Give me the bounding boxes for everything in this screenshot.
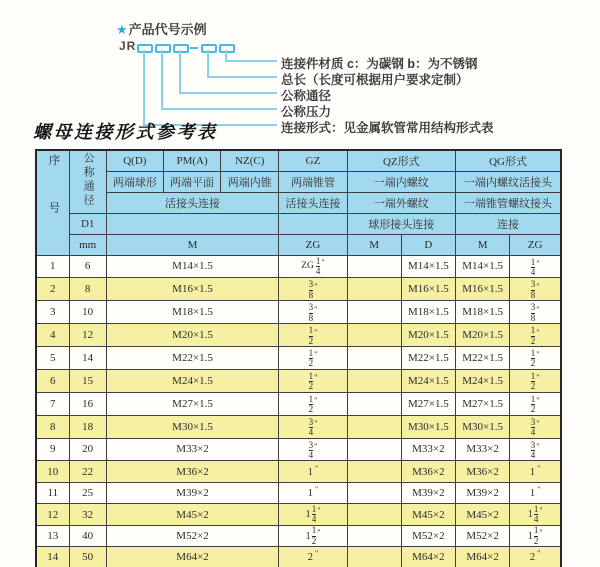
cell-qg-zg: 1 $\frac{1}{4}$ " [510, 504, 561, 526]
table-row [36, 525, 561, 547]
table-row [36, 438, 561, 461]
cell-seq-no: 13 [36, 525, 69, 547]
cell-zg-thread: $\frac{3}{8}$ " [279, 301, 347, 324]
header-col-nz: NZ(C) [221, 150, 279, 171]
cell-qz-d: M33×2 [401, 438, 455, 461]
leader-line [179, 92, 277, 94]
header-unit-mm: mm [69, 234, 106, 255]
cell-qz-m [347, 392, 401, 415]
cell-qg-zg: 1 " [510, 461, 561, 483]
cell-seq-no: 1 [36, 255, 69, 278]
table-row [36, 504, 561, 526]
cell-qg-m: M14×1.5 [456, 255, 510, 278]
code-box-1 [137, 44, 153, 53]
cell-qg-zg: $\frac{3}{8}$ " [510, 278, 561, 301]
cell-m-thread: M45×2 [106, 504, 279, 526]
header-unit-zg: ZG [279, 234, 347, 255]
cell-zg-thread: $\frac{1}{2}$ " [279, 392, 347, 415]
cell-seq-no: 8 [36, 415, 69, 438]
leader-line [225, 60, 277, 62]
cell-mm: 8 [69, 278, 106, 301]
cell-qz-m [347, 301, 401, 324]
nut-connection-table [35, 149, 562, 567]
cell-qg-zg: 2 " [510, 547, 561, 567]
cell-mm: 15 [69, 369, 106, 392]
cell-qg-zg: $\frac{1}{4}$ " [510, 255, 561, 278]
header-qg-joint: 连接 [456, 213, 561, 234]
cell-qg-m: M52×2 [456, 525, 510, 547]
header-col-gz: GZ [279, 150, 347, 171]
cell-seq-no: 9 [36, 438, 69, 461]
table-row [36, 482, 561, 504]
product-code-heading [116, 19, 207, 38]
code-box-2 [155, 44, 171, 53]
cell-qz-m [347, 347, 401, 370]
cell-qg-m: M36×2 [456, 461, 510, 483]
code-dash [190, 47, 198, 49]
cell-zg-thread: $\frac{1}{2}$ " [279, 369, 347, 392]
cell-qz-d: M18×1.5 [401, 301, 455, 324]
code-label-pressure: 公称压力 [281, 105, 332, 119]
cell-qz-d: M30×1.5 [401, 415, 455, 438]
leader-line [161, 50, 163, 110]
cell-mm: 32 [69, 504, 106, 526]
code-label-length: 总长（长度可根据用户要求定制） [281, 73, 469, 87]
table-row [36, 547, 561, 567]
cell-m-thread: M36×2 [106, 461, 279, 483]
cell-qg-m: M39×2 [456, 482, 510, 504]
header-qz-conn: 一端外螺纹 [347, 192, 455, 213]
header-q-desc: 两端球形 [106, 171, 163, 192]
header-seq-no: 序号 [36, 150, 69, 255]
header-qg-desc: 一端内螺纹活接头 [456, 171, 561, 192]
header-nz-desc: 两端内锥 [221, 171, 279, 192]
cell-zg-thread: $\frac{1}{2}$ " [279, 347, 347, 370]
cell-qz-d: M16×1.5 [401, 278, 455, 301]
leader-line [143, 50, 145, 126]
table-row [36, 392, 561, 415]
table-row [36, 278, 561, 301]
cell-qz-m [347, 415, 401, 438]
cell-qz-m [347, 547, 401, 567]
cell-qz-d: M52×2 [401, 525, 455, 547]
cell-seq-no: 4 [36, 324, 69, 347]
header-unit-m: M [106, 234, 279, 255]
table-row [36, 255, 561, 278]
cell-qg-zg: $\frac{1}{2}$ " [510, 369, 561, 392]
cell-qg-zg: $\frac{3}{4}$ " [510, 438, 561, 461]
cell-mm: 50 [69, 547, 106, 567]
header-empty-gz [279, 213, 347, 234]
cell-zg-thread: 2 " [279, 547, 347, 567]
table-body [36, 255, 561, 567]
table-row [36, 324, 561, 347]
table-row [36, 461, 561, 483]
cell-seq-no: 5 [36, 347, 69, 370]
leader-line [161, 108, 277, 110]
cell-zg-thread: ZG $\frac{1}{4}$ " [279, 255, 347, 278]
cell-mm: 16 [69, 392, 106, 415]
cell-zg-thread: $\frac{1}{2}$ " [279, 324, 347, 347]
cell-qz-m [347, 438, 401, 461]
cell-m-thread: M27×1.5 [106, 392, 279, 415]
cell-m-thread: M39×2 [106, 482, 279, 504]
leader-line [207, 50, 209, 78]
table-row [36, 369, 561, 392]
code-box-3 [173, 44, 189, 53]
cell-m-thread: M64×2 [106, 547, 279, 567]
header-col-pm: PM(A) [163, 150, 220, 171]
code-label-material: 连接件材质 c：为碳钢 b：为不锈钢 [281, 57, 478, 71]
cell-qz-d: M20×1.5 [401, 324, 455, 347]
cell-mm: 12 [69, 324, 106, 347]
cell-seq-no: 14 [36, 547, 69, 567]
cell-mm: 6 [69, 255, 106, 278]
table-header [36, 150, 561, 255]
cell-qz-d: M64×2 [401, 547, 455, 567]
cell-mm: 10 [69, 301, 106, 324]
cell-m-thread: M14×1.5 [106, 255, 279, 278]
cell-qg-m: M18×1.5 [456, 301, 510, 324]
cell-qz-d: M45×2 [401, 504, 455, 526]
cell-seq-no: 3 [36, 301, 69, 324]
header-col-qg: QG形式 [456, 150, 561, 171]
code-label-diameter: 公称通径 [281, 89, 332, 103]
header-qz-joint: 球形接头连接 [347, 213, 455, 234]
cell-mm: 25 [69, 482, 106, 504]
table-row [36, 415, 561, 438]
header-nominal-diameter: 公称通径 [69, 150, 106, 213]
header-unit-qg-zg: ZG [510, 234, 561, 255]
cell-qz-d: M24×1.5 [401, 369, 455, 392]
header-pm-desc: 两端平面 [163, 171, 220, 192]
cell-m-thread: M33×2 [106, 438, 279, 461]
cell-qg-m: M45×2 [456, 504, 510, 526]
header-gz-conn: 活接头连接 [279, 192, 347, 213]
cell-qg-zg: $\frac{1}{2}$ " [510, 347, 561, 370]
header-unit-qz-m: M [347, 234, 401, 255]
cell-m-thread: M20×1.5 [106, 324, 279, 347]
cell-qg-m: M20×1.5 [456, 324, 510, 347]
header-gz-desc: 两端锥管 [279, 171, 347, 192]
code-label-connection: 连接形式：见金属软管常用结构形式表 [281, 121, 494, 135]
cell-seq-no: 12 [36, 504, 69, 526]
cell-m-thread: M24×1.5 [106, 369, 279, 392]
cell-qz-d: M14×1.5 [401, 255, 455, 278]
cell-qg-zg: $\frac{1}{2}$ " [510, 324, 561, 347]
cell-qg-zg: $\frac{1}{2}$ " [510, 392, 561, 415]
cell-mm: 40 [69, 525, 106, 547]
header-unit-qz-d: D [401, 234, 455, 255]
cell-seq-no: 6 [36, 369, 69, 392]
cell-qg-m: M64×2 [456, 547, 510, 567]
cell-qz-m [347, 525, 401, 547]
cell-mm: 22 [69, 461, 106, 483]
cell-qz-m [347, 324, 401, 347]
header-col-qz: QZ形式 [347, 150, 455, 171]
header-qpmnz-conn: 活接头连接 [106, 192, 279, 213]
table-row [36, 347, 561, 370]
cell-zg-thread: 1 $\frac{1}{2}$ " [279, 525, 347, 547]
code-box-4 [201, 44, 217, 53]
cell-zg-thread: $\frac{3}{8}$ " [279, 278, 347, 301]
cell-qg-zg: 1 $\frac{1}{2}$ " [510, 525, 561, 547]
cell-qz-d: M22×1.5 [401, 347, 455, 370]
cell-qz-m [347, 504, 401, 526]
cell-qg-m: M22×1.5 [456, 347, 510, 370]
cell-zg-thread: $\frac{3}{4}$ " [279, 438, 347, 461]
cell-m-thread: M22×1.5 [106, 347, 279, 370]
code-box-5 [219, 44, 235, 53]
cell-qg-m: M24×1.5 [456, 369, 510, 392]
header-d1: D1 [69, 213, 106, 234]
cell-m-thread: M16×1.5 [106, 278, 279, 301]
cell-m-thread: M52×2 [106, 525, 279, 547]
cell-qg-m: M27×1.5 [456, 392, 510, 415]
header-col-q: Q(D) [106, 150, 163, 171]
cell-qz-m [347, 369, 401, 392]
cell-seq-no: 10 [36, 461, 69, 483]
cell-qz-d: M36×2 [401, 461, 455, 483]
cell-qz-m [347, 278, 401, 301]
header-empty-qpmnz [106, 213, 279, 234]
product-code-heading-text: 产品代号示例 [128, 22, 207, 37]
code-prefix: JR [119, 39, 137, 53]
cell-qg-zg: 1 " [510, 482, 561, 504]
cell-qz-m [347, 482, 401, 504]
cell-seq-no: 2 [36, 278, 69, 301]
cell-zg-thread: $\frac{3}{4}$ " [279, 415, 347, 438]
cell-qz-d: M27×1.5 [401, 392, 455, 415]
cell-qz-m [347, 461, 401, 483]
leader-line [207, 76, 277, 78]
header-qz-desc: 一端内螺纹 [347, 171, 455, 192]
cell-m-thread: M18×1.5 [106, 301, 279, 324]
header-unit-qg-m: M [456, 234, 510, 255]
cell-qz-d: M39×2 [401, 482, 455, 504]
cell-m-thread: M30×1.5 [106, 415, 279, 438]
cell-mm: 18 [69, 415, 106, 438]
cell-mm: 20 [69, 438, 106, 461]
table-title: 螺母连接形式参考表 [33, 122, 218, 142]
cell-qg-m: M16×1.5 [456, 278, 510, 301]
table-row [36, 301, 561, 324]
cell-qg-m: M33×2 [456, 438, 510, 461]
star-icon: ★ [116, 22, 128, 37]
cell-qg-zg: $\frac{3}{8}$ " [510, 301, 561, 324]
cell-mm: 14 [69, 347, 106, 370]
cell-seq-no: 7 [36, 392, 69, 415]
cell-qz-m [347, 255, 401, 278]
cell-zg-thread: 1 " [279, 461, 347, 483]
cell-zg-thread: 1 $\frac{1}{4}$ " [279, 504, 347, 526]
cell-seq-no: 11 [36, 482, 69, 504]
cell-qg-zg: $\frac{3}{4}$ " [510, 415, 561, 438]
header-qg-conn: 一端锥管螺纹接头 [456, 192, 561, 213]
cell-qg-m: M30×1.5 [456, 415, 510, 438]
leader-line [179, 50, 181, 94]
cell-zg-thread: 1 " [279, 482, 347, 504]
